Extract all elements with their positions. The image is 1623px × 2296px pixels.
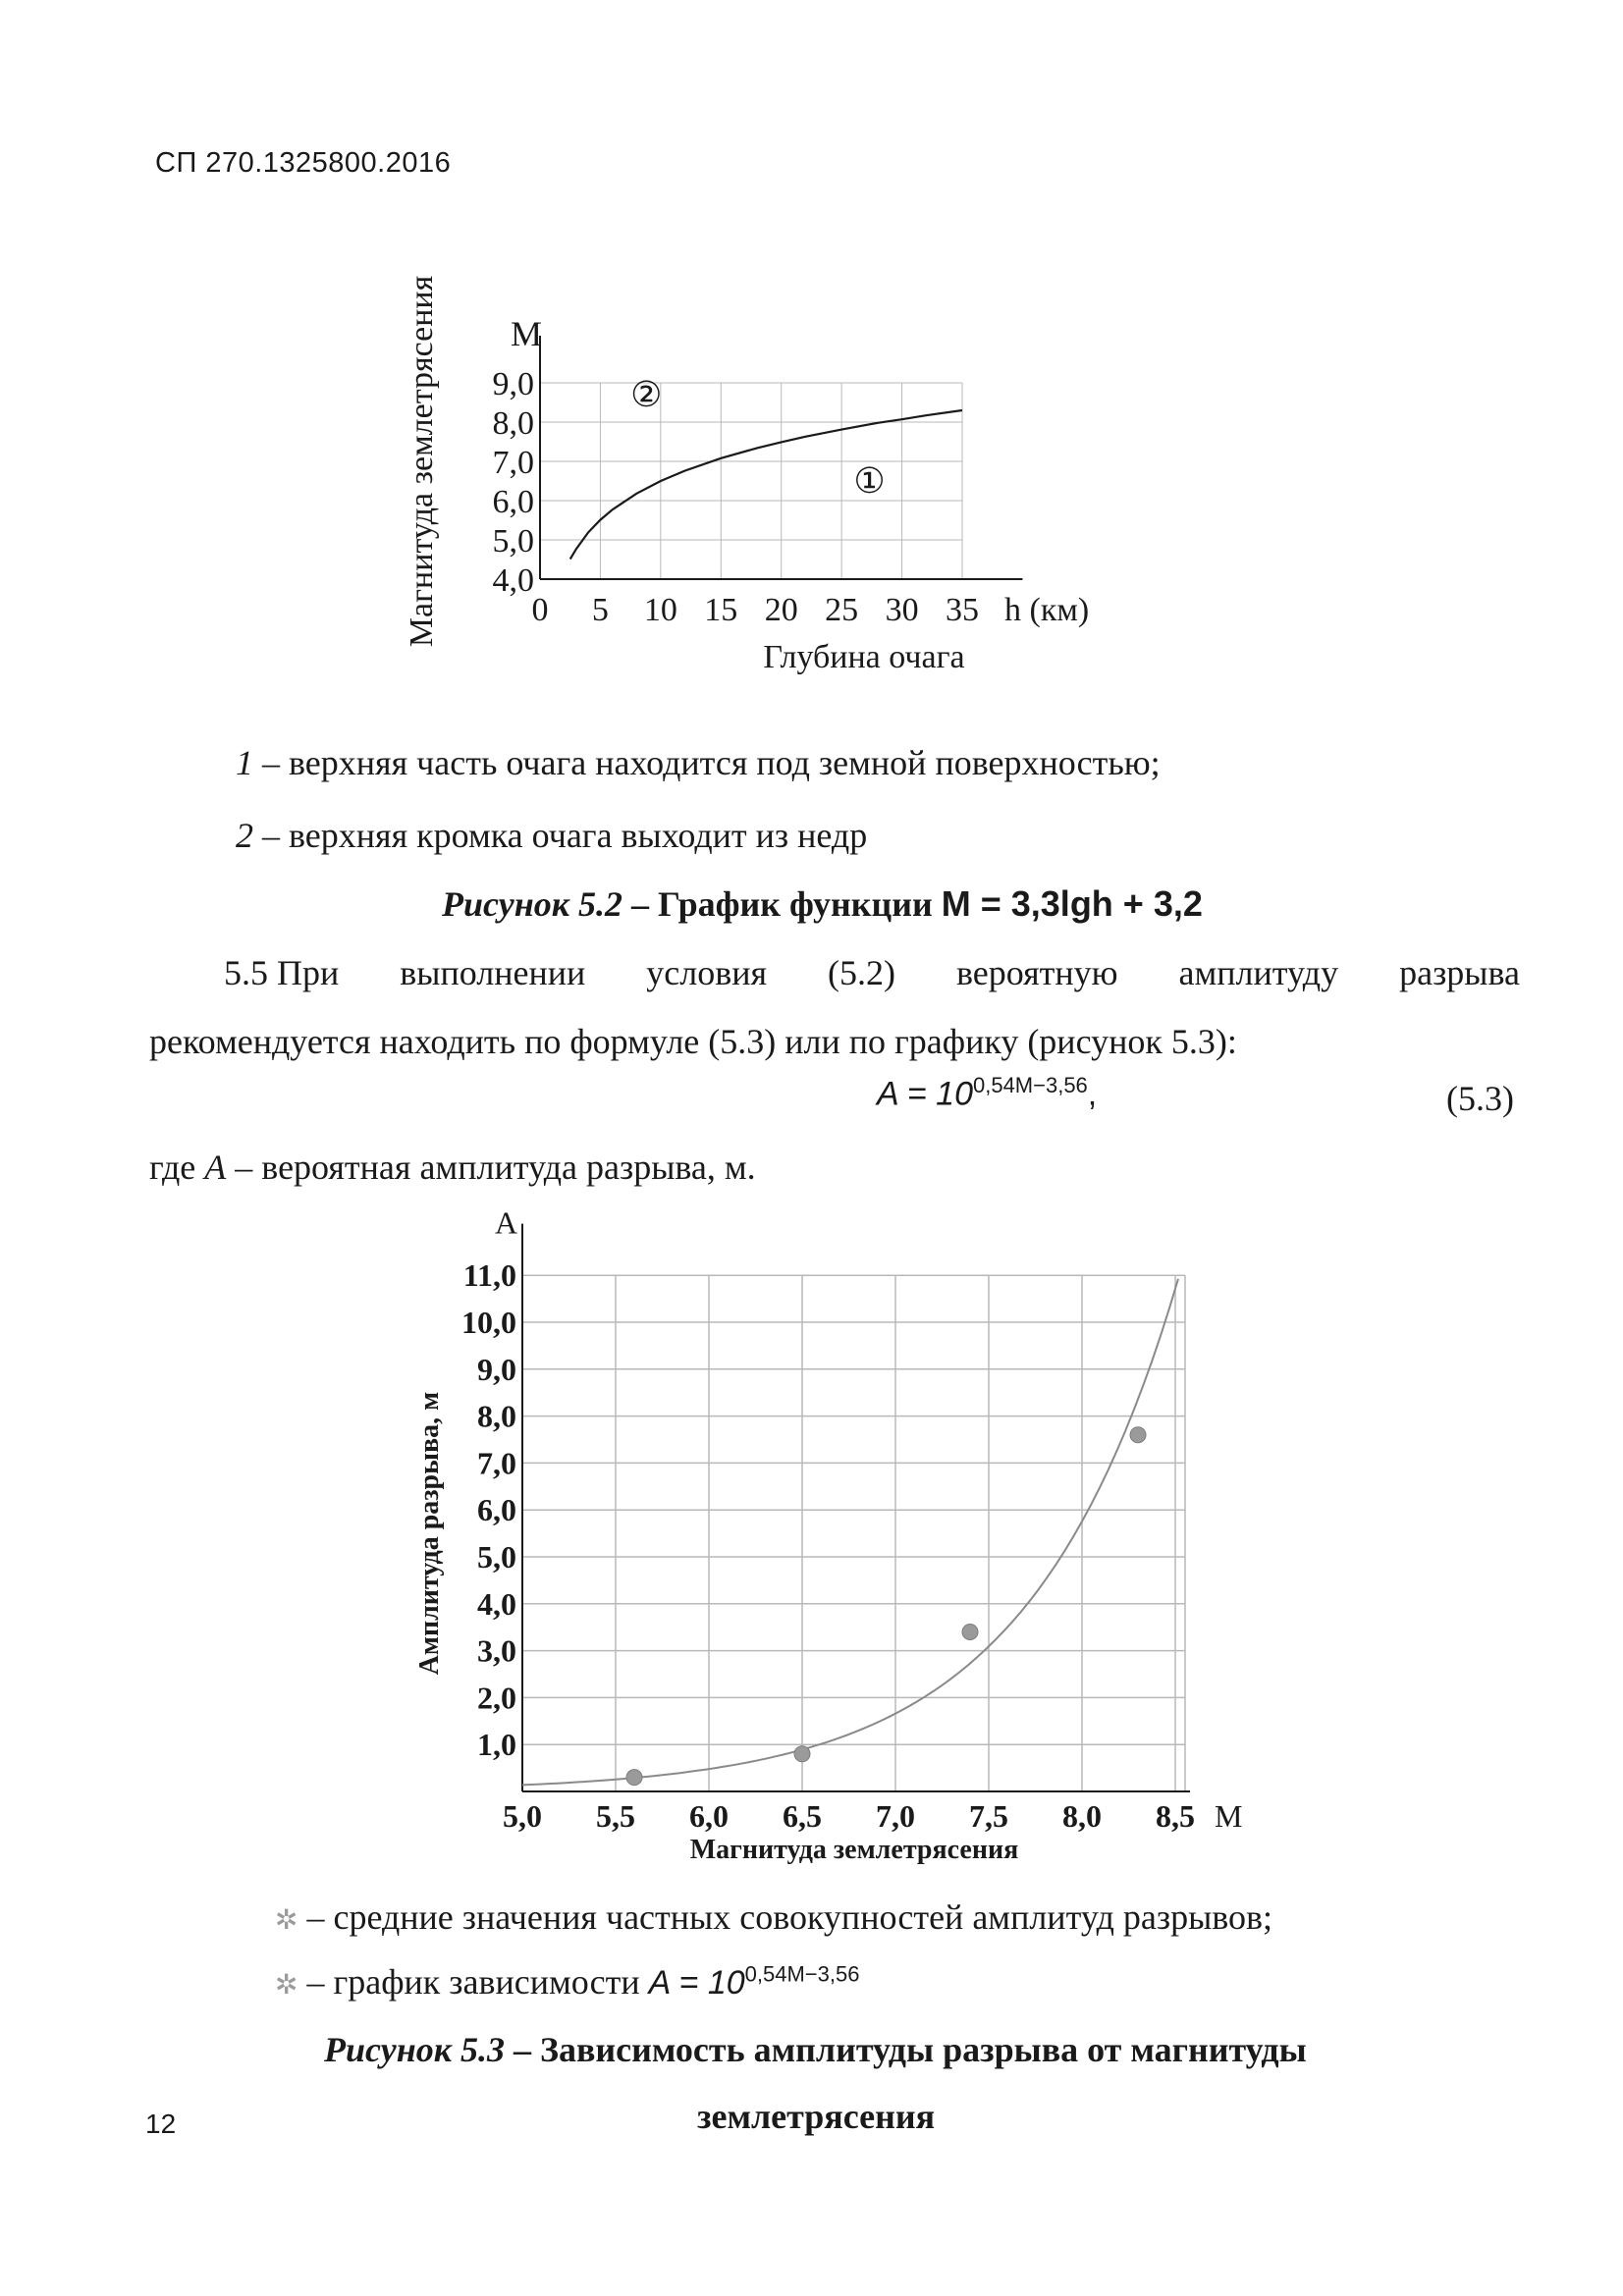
chart-labels [414,1205,1242,1865]
word: разрыва [1399,953,1520,992]
paragraph-line-1 [224,952,1520,993]
x-tick-label: 8,5 [1156,1798,1195,1834]
x-tick-label: 35 [946,592,979,628]
y-axis-symbol: M [511,314,543,353]
word: 5.5 При [224,953,340,992]
caption-prefix: Рисунок 5.2 [442,884,622,924]
y-tick-label: 11,0 [462,1257,516,1294]
y-tick-label: 7,0 [492,445,534,481]
formula-number: (5.3) [1446,1079,1514,1118]
legend-item-points [275,1896,1272,1938]
formula-exponent: 0,54M−3,56 [744,1961,860,1987]
y-tick-label: 5,0 [477,1539,516,1575]
x-tick-label: 8,0 [1062,1798,1102,1834]
legend-num: 2 [236,816,253,855]
curve-line [570,410,962,560]
legend-text: – средние значения частных совокупностей амплитуд разрывов; [298,1897,1273,1937]
x-tick-label: 6,0 [689,1798,729,1834]
x-tick-label: 15 [704,592,738,628]
x-tick-label: 7,5 [969,1798,1008,1834]
y-tick-label: 6,0 [477,1492,516,1528]
where-line [149,1147,756,1188]
caption-text: – Зависимость амплитуды разрыва от магнитуды [504,2030,1307,2069]
formula-exponent: 0,54M−3,56 [972,1073,1088,1097]
curve-marker-icon: ✲ [275,1968,298,2001]
y-tick-label: 9,0 [477,1351,516,1387]
region-label-1: ① [853,461,886,501]
word: условия [646,953,768,992]
chart-grid [540,383,962,579]
word: (5.2) [828,953,895,992]
x-tick-label: 0 [531,592,549,628]
x-tick-label: 5 [591,592,609,628]
y-tick-label: 1,0 [477,1727,516,1763]
word: амплитуду [1178,953,1339,992]
curve-line [522,1279,1178,1786]
y-tick-label: 5,0 [492,523,534,560]
document-code: СП 270.1325800.2016 [155,147,452,179]
y-axis-title: Амплитуда разрыва, м [414,1391,445,1676]
legend-item-2 [236,815,867,856]
where-word: где [149,1148,205,1187]
x-tick-label: 20 [764,592,798,628]
paragraph-line-2: рекомендуется находить по формуле (5.3) или по графику (рисунок 5.3): [149,1022,1237,1061]
caption-prefix: Рисунок 5.3 [324,2030,505,2069]
word: выполнении [400,953,586,992]
y-tick-label: 9,0 [492,366,534,402]
y-axis-symbol: A [495,1204,518,1241]
legend-item-curve [275,1961,859,2002]
formula-lhs: A = 10 [877,1075,973,1113]
legend-text: – верхняя часть очага находится под земной поверхностью; [253,743,1161,782]
chart-labels [404,275,1089,675]
y-tick-label: 2,0 [477,1680,516,1716]
chart-grid [522,1275,1185,1791]
data-point [794,1746,810,1762]
chart-series [570,410,962,560]
x-tick-label: 25 [825,592,859,628]
x-tick-label: 5,5 [596,1798,635,1834]
x-axis-title: Магнитуда землетрясения [689,1835,1019,1865]
word: вероятную [956,953,1118,992]
x-tick-label: 7,0 [876,1798,915,1834]
y-axis-title: Магнитуда землетрясения [404,275,440,648]
y-tick-label: 3,0 [477,1632,516,1669]
formula-5-3 [877,1073,1097,1113]
figure-caption-5-3-line-2: землетрясения [697,2097,936,2136]
x-axis-title: Глубина очага [763,639,965,675]
region-label-2: ② [630,375,663,414]
x-axis-symbol: M [1215,1798,1243,1834]
data-point [1130,1427,1146,1443]
y-tick-label: 6,0 [492,484,534,520]
formula-tail: , [1087,1075,1098,1113]
chart-series [522,1279,1178,1786]
x-tick-label: 6,5 [783,1798,822,1834]
legend-item-1 [236,742,1161,783]
y-tick-label: 8,0 [477,1398,516,1434]
figure-5-2-chart [393,226,1335,697]
y-tick-label: 4,0 [492,562,534,599]
y-tick-label: 7,0 [477,1445,516,1481]
y-tick-label: 8,0 [492,405,534,442]
legend-text: – график зависимости [298,1962,649,2002]
where-variable: A [204,1148,227,1187]
legend-text: – верхняя кромка очага выходит из недр [253,816,868,855]
y-tick-label: 10,0 [461,1305,516,1340]
where-text: – вероятная амплитуда разрыва, м. [226,1148,756,1187]
data-point [626,1770,642,1786]
x-tick-label: 10 [643,592,677,628]
x-tick-label: 30 [885,592,919,628]
y-tick-label: 4,0 [477,1585,516,1622]
figure-5-3-chart [403,1202,1286,1880]
figure-caption-5-2 [442,883,1203,925]
data-point [962,1624,978,1639]
x-tick-label: 5,0 [503,1798,542,1834]
legend-num: 1 [236,743,253,782]
x-axis-unit: h (км) [1004,592,1090,628]
dot-marker-icon: ✲ [275,1903,298,1936]
page-number: 12 [145,2109,177,2139]
caption-text: – График функции [622,884,942,924]
caption-formula: M = 3,3lgh + 3,2 [941,883,1203,924]
formula-lhs: A = 10 [648,1964,745,2002]
figure-caption-5-3 [324,2029,1307,2070]
